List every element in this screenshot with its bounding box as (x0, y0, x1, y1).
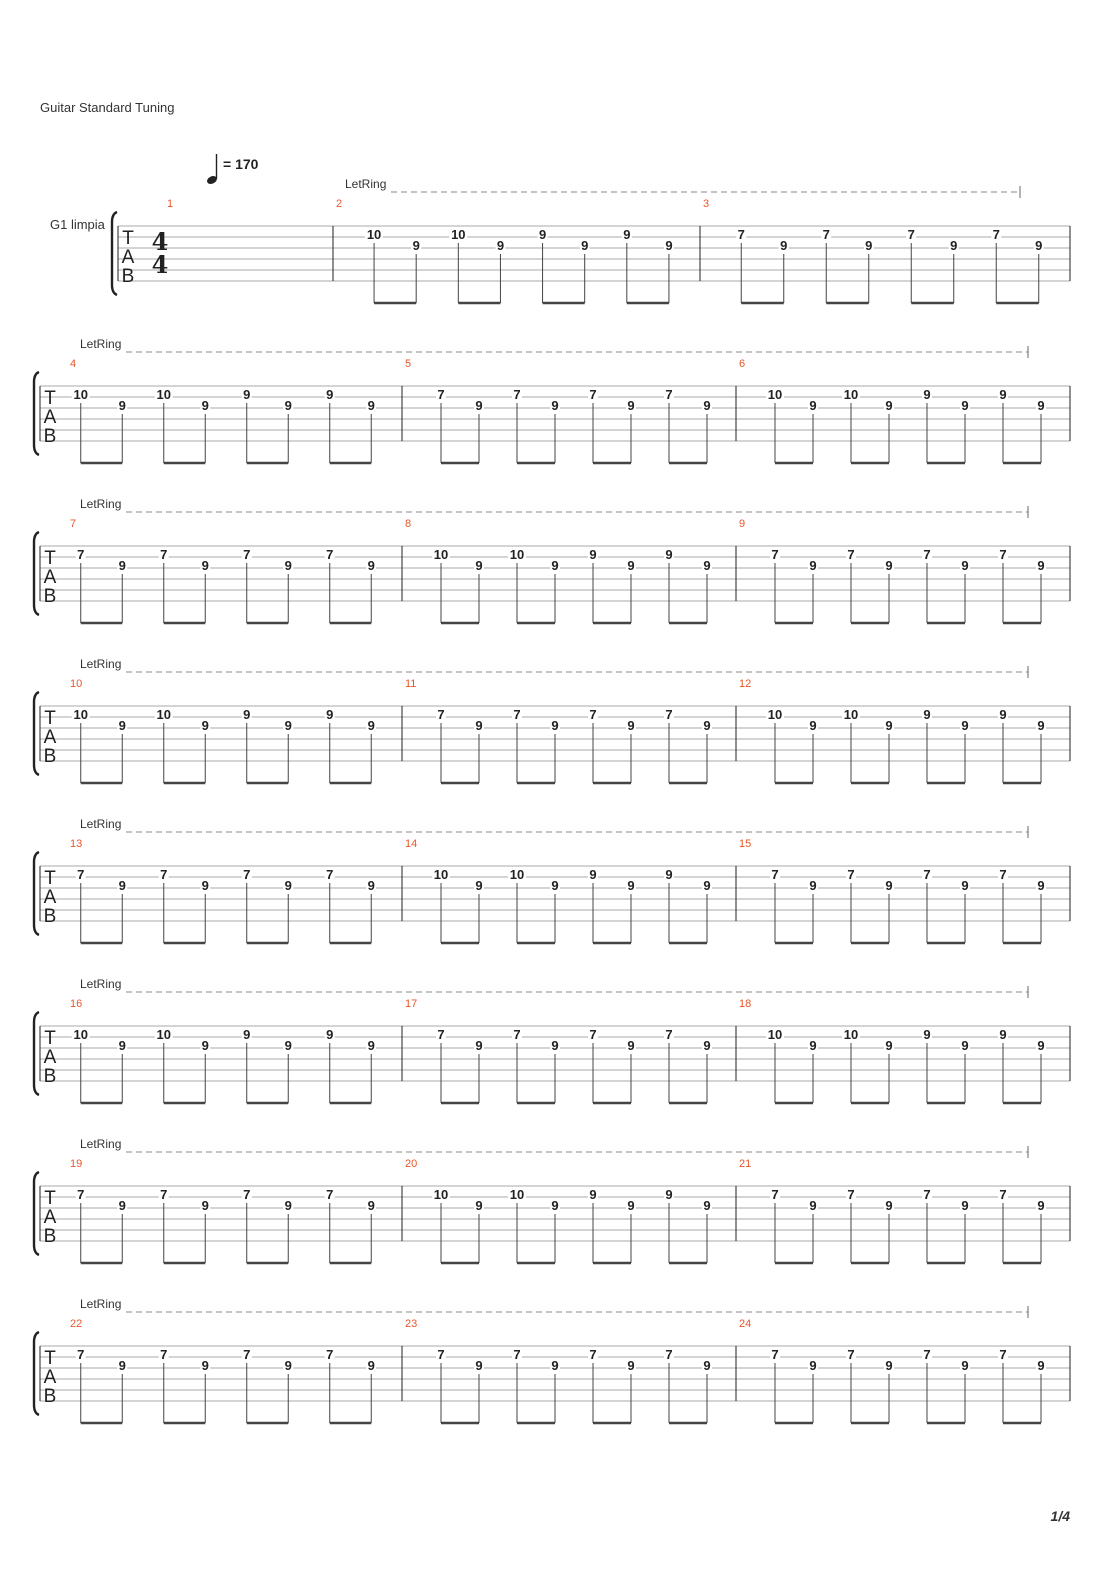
fret-number: 9 (703, 718, 711, 733)
fret-number: 10 (73, 387, 88, 402)
fret-number: 9 (551, 398, 559, 413)
let-ring-label: LetRing (80, 977, 122, 991)
tab-clef-letter: B (43, 1066, 57, 1087)
fret-number: 7 (243, 867, 251, 882)
tuning-label: Guitar Standard Tuning (40, 100, 175, 115)
fret-number: 9 (961, 878, 969, 893)
fret-number: 9 (284, 1358, 292, 1373)
fret-number: 9 (1037, 878, 1045, 893)
fret-number: 9 (923, 1027, 931, 1042)
time-signature-digit: 4 (151, 227, 169, 256)
fret-number: 7 (513, 387, 521, 402)
fret-number: 9 (961, 1358, 969, 1373)
tab-clef-letter: B (43, 1386, 57, 1407)
fret-number: 10 (156, 1027, 171, 1042)
bar-number: 15 (739, 838, 752, 850)
fret-number: 9 (284, 718, 292, 733)
tab-system (0, 1130, 1110, 1290)
fret-number: 9 (551, 1358, 559, 1373)
fret-number: 7 (923, 1187, 931, 1202)
tab-system (0, 970, 1110, 1130)
tab-system-svg (0, 650, 1110, 810)
fret-number: 9 (961, 1198, 969, 1213)
fret-number: 9 (865, 238, 873, 253)
fret-number: 9 (961, 398, 969, 413)
system-bracket (34, 852, 39, 935)
fret-number: 9 (1037, 1198, 1045, 1213)
fret-number: 9 (118, 1038, 126, 1053)
fret-number: 7 (77, 1187, 85, 1202)
fret-number: 10 (156, 707, 171, 722)
fret-number: 10 (433, 867, 449, 882)
fret-number: 9 (367, 1358, 375, 1373)
fret-number: 10 (843, 1027, 859, 1042)
fret-number: 7 (513, 707, 521, 722)
tab-clef-letter: T (44, 708, 56, 729)
fret-number: 7 (326, 867, 334, 882)
tab-clef-letter: B (43, 746, 57, 767)
tab-system (0, 170, 1110, 330)
fret-number: 7 (771, 547, 779, 562)
fret-number: 9 (326, 1027, 334, 1042)
fret-number: 9 (475, 1198, 483, 1213)
fret-number: 9 (551, 718, 559, 733)
fret-number: 10 (366, 227, 382, 242)
fret-number: 9 (118, 878, 126, 893)
fret-number: 9 (367, 398, 375, 413)
fret-number: 9 (703, 878, 711, 893)
fret-number: 10 (767, 1027, 783, 1042)
let-ring-label: LetRing (80, 497, 122, 511)
fret-number: 9 (326, 707, 334, 722)
fret-number: 9 (999, 707, 1007, 722)
fret-number: 7 (437, 707, 445, 722)
fret-number: 7 (847, 867, 855, 882)
fret-number: 9 (412, 238, 420, 253)
fret-number: 9 (201, 558, 209, 573)
bar-number: 23 (405, 1318, 418, 1330)
fret-number: 9 (118, 1198, 126, 1213)
fret-number: 9 (475, 718, 483, 733)
let-ring-label: LetRing (80, 657, 122, 671)
fret-number: 9 (885, 718, 893, 733)
tab-clef-letter: B (43, 906, 57, 927)
tab-clef-letter: B (43, 426, 57, 447)
page-number: 1/4 (1050, 1508, 1070, 1524)
fret-number: 9 (201, 398, 209, 413)
fret-number: 9 (809, 1358, 817, 1373)
fret-number: 9 (627, 1198, 635, 1213)
fret-number: 9 (703, 398, 711, 413)
fret-number: 9 (1035, 238, 1043, 253)
fret-number: 9 (923, 387, 931, 402)
fret-number: 7 (923, 547, 931, 562)
fret-number: 7 (589, 1347, 597, 1362)
fret-number: 9 (961, 1038, 969, 1053)
fret-number: 9 (475, 1358, 483, 1373)
bar-number: 24 (739, 1318, 752, 1330)
tab-clef-letter: T (44, 868, 56, 889)
bar-number: 16 (70, 998, 83, 1010)
system-bracket (112, 212, 117, 295)
fret-number: 9 (589, 1187, 597, 1202)
fret-number: 9 (243, 387, 251, 402)
fret-number: 10 (767, 707, 783, 722)
fret-number: 7 (665, 1347, 673, 1362)
fret-number: 7 (589, 387, 597, 402)
time-signature-digit: 4 (151, 250, 169, 279)
fret-number: 9 (1037, 398, 1045, 413)
fret-number: 9 (665, 867, 673, 882)
fret-number: 9 (809, 718, 817, 733)
fret-number: 9 (118, 1358, 126, 1373)
fret-number: 9 (551, 558, 559, 573)
bar-number: 4 (70, 358, 77, 370)
fret-number: 7 (737, 227, 745, 242)
fret-number: 9 (623, 227, 631, 242)
system-bracket (34, 372, 39, 455)
bar-number: 10 (70, 678, 83, 690)
fret-number: 9 (475, 558, 483, 573)
tab-clef-letter: A (121, 247, 135, 268)
fret-number: 7 (437, 1347, 445, 1362)
bar-number: 12 (739, 678, 752, 690)
fret-number: 7 (437, 1027, 445, 1042)
fret-number: 7 (771, 1187, 779, 1202)
fret-number: 7 (326, 547, 334, 562)
tab-system-svg (0, 170, 1110, 330)
fret-number: 10 (767, 387, 783, 402)
fret-number: 9 (367, 558, 375, 573)
tab-system-svg (0, 1130, 1110, 1290)
bar-number: 11 (405, 678, 417, 690)
fret-number: 9 (999, 387, 1007, 402)
fret-number: 9 (627, 878, 635, 893)
fret-number: 7 (999, 1187, 1007, 1202)
system-bracket (34, 692, 39, 775)
bar-number: 19 (70, 1158, 83, 1170)
fret-number: 7 (160, 547, 168, 562)
fret-number: 7 (326, 1187, 334, 1202)
fret-number: 9 (326, 387, 334, 402)
fret-number: 9 (538, 227, 547, 242)
bar-number: 3 (703, 198, 710, 210)
fret-number: 9 (999, 1027, 1007, 1042)
tab-system-svg (0, 970, 1110, 1130)
fret-number: 9 (284, 558, 292, 573)
tab-clef-letter: A (43, 407, 57, 428)
fret-number: 7 (160, 1347, 168, 1362)
fret-number: 9 (703, 1198, 711, 1213)
fret-number: 9 (809, 398, 817, 413)
bar-number: 1 (166, 198, 174, 210)
fret-number: 9 (885, 878, 893, 893)
let-ring-label: LetRing (80, 1137, 122, 1151)
fret-number: 9 (367, 1198, 375, 1213)
fret-number: 9 (551, 878, 559, 893)
fret-number: 9 (950, 238, 958, 253)
system-bracket (34, 532, 39, 615)
fret-number: 9 (703, 1038, 711, 1053)
tab-system (0, 490, 1110, 650)
fret-number: 10 (433, 547, 449, 562)
fret-number: 9 (367, 718, 375, 733)
fret-number: 9 (627, 1038, 635, 1053)
fret-number: 9 (201, 1198, 209, 1213)
tab-clef-letter: T (44, 1028, 56, 1049)
fret-number: 9 (201, 878, 209, 893)
tempo-value: = 170 (223, 156, 259, 172)
fret-number: 7 (847, 1347, 855, 1362)
fret-number: 9 (627, 718, 635, 733)
tab-clef-letter: T (44, 548, 56, 569)
fret-number: 7 (992, 227, 1000, 242)
fret-number: 9 (201, 718, 209, 733)
tab-clef-letter: A (43, 567, 57, 588)
fret-number: 9 (627, 398, 635, 413)
tab-clef-letter: A (43, 887, 57, 908)
fret-number: 9 (780, 238, 788, 253)
fret-number: 9 (961, 718, 969, 733)
fret-number: 7 (999, 867, 1007, 882)
bar-number: 9 (739, 518, 746, 530)
fret-number: 9 (961, 558, 969, 573)
fret-number: 9 (284, 398, 292, 413)
tab-system-svg (0, 330, 1110, 490)
fret-number: 10 (451, 227, 466, 242)
tab-system-svg (0, 810, 1110, 970)
fret-number: 9 (627, 1358, 635, 1373)
fret-number: 9 (284, 1198, 292, 1213)
fret-number: 9 (475, 1038, 483, 1053)
fret-number: 7 (589, 1027, 597, 1042)
fret-number: 9 (496, 238, 505, 253)
fret-number: 9 (885, 1038, 893, 1053)
fret-number: 7 (243, 547, 251, 562)
fret-number: 7 (243, 1347, 251, 1362)
bar-number: 6 (739, 358, 746, 370)
fret-number: 9 (284, 878, 292, 893)
fret-number: 7 (326, 1347, 334, 1362)
fret-number: 9 (885, 1358, 893, 1373)
fret-number: 10 (73, 707, 88, 722)
fret-number: 9 (665, 238, 673, 253)
fret-number: 9 (1037, 1038, 1045, 1053)
fret-number: 9 (201, 1358, 209, 1373)
track-name: G1 limpia (50, 217, 105, 232)
fret-number: 10 (73, 1027, 88, 1042)
tab-clef-letter: B (43, 1226, 57, 1247)
fret-number: 7 (999, 547, 1007, 562)
fret-number: 9 (243, 707, 251, 722)
tab-clef-letter: T (44, 1348, 56, 1369)
let-ring-label: LetRing (80, 817, 122, 831)
bar-number: 14 (405, 838, 418, 850)
fret-number: 9 (118, 718, 126, 733)
fret-number: 7 (77, 547, 85, 562)
fret-number: 9 (809, 1038, 817, 1053)
fret-number: 9 (809, 878, 817, 893)
tab-clef-letter: T (122, 228, 134, 249)
fret-number: 7 (665, 707, 673, 722)
tab-system-svg (0, 1290, 1110, 1450)
fret-number: 9 (243, 1027, 251, 1042)
fret-number: 9 (551, 1038, 559, 1053)
fret-number: 7 (822, 227, 830, 242)
fret-number: 9 (1037, 718, 1045, 733)
fret-number: 7 (513, 1027, 521, 1042)
fret-number: 7 (999, 1347, 1007, 1362)
let-ring-label: LetRing (345, 177, 387, 191)
fret-number: 9 (665, 1187, 673, 1202)
fret-number: 7 (847, 547, 855, 562)
fret-number: 9 (475, 398, 483, 413)
fret-number: 9 (923, 707, 931, 722)
tab-system (0, 810, 1110, 970)
fret-number: 9 (589, 547, 597, 562)
fret-number: 9 (809, 558, 817, 573)
bar-number: 5 (405, 358, 412, 370)
tab-system (0, 330, 1110, 490)
fret-number: 10 (509, 547, 525, 562)
tab-clef-letter: B (43, 586, 57, 607)
fret-number: 9 (665, 547, 673, 562)
bar-number: 2 (336, 198, 343, 210)
fret-number: 7 (847, 1187, 855, 1202)
fret-number: 9 (703, 1358, 711, 1373)
fret-number: 7 (665, 1027, 673, 1042)
fret-number: 9 (703, 558, 711, 573)
fret-number: 7 (77, 867, 85, 882)
fret-number: 7 (923, 867, 931, 882)
fret-number: 9 (1037, 1358, 1045, 1373)
fret-number: 9 (118, 558, 126, 573)
fret-number: 7 (437, 387, 445, 402)
fret-number: 7 (513, 1347, 521, 1362)
tab-clef-letter: T (44, 1188, 56, 1209)
fret-number: 9 (118, 398, 126, 413)
fret-number: 9 (367, 1038, 375, 1053)
tab-system (0, 650, 1110, 810)
system-bracket (34, 1172, 39, 1255)
bar-number: 17 (405, 998, 418, 1010)
fret-number: 10 (843, 387, 859, 402)
system-bracket (34, 1332, 39, 1415)
bar-number: 8 (405, 518, 412, 530)
fret-number: 7 (907, 227, 915, 242)
fret-number: 7 (160, 867, 168, 882)
fret-number: 7 (771, 1347, 779, 1362)
bar-number: 13 (70, 838, 83, 850)
bar-number: 18 (739, 998, 752, 1010)
fret-number: 9 (581, 238, 589, 253)
tab-clef-letter: B (121, 266, 135, 287)
fret-number: 10 (156, 387, 171, 402)
tab-system-svg (0, 490, 1110, 650)
fret-number: 10 (843, 707, 859, 722)
fret-number: 9 (551, 1198, 559, 1213)
fret-number: 7 (589, 707, 597, 722)
fret-number: 10 (509, 867, 525, 882)
bar-number: 22 (70, 1318, 83, 1330)
tab-clef-letter: A (43, 1207, 57, 1228)
fret-number: 7 (77, 1347, 85, 1362)
fret-number: 7 (923, 1347, 931, 1362)
fret-number: 9 (367, 878, 375, 893)
fret-number: 7 (665, 387, 673, 402)
fret-number: 9 (885, 558, 893, 573)
fret-number: 7 (771, 867, 779, 882)
fret-number: 10 (433, 1187, 449, 1202)
tab-clef-letter: A (43, 727, 57, 748)
system-bracket (34, 1012, 39, 1095)
tab-clef-letter: A (43, 1367, 57, 1388)
fret-number: 9 (809, 1198, 817, 1213)
tab-clef-letter: T (44, 388, 56, 409)
fret-number: 9 (885, 398, 893, 413)
let-ring-label: LetRing (80, 337, 122, 351)
tab-clef-letter: A (43, 1047, 57, 1068)
fret-number: 9 (885, 1198, 893, 1213)
fret-number: 9 (1037, 558, 1045, 573)
fret-number: 7 (160, 1187, 168, 1202)
fret-number: 9 (627, 558, 635, 573)
bar-number: 7 (70, 518, 77, 530)
fret-number: 9 (475, 878, 483, 893)
tab-system (0, 1290, 1110, 1450)
fret-number: 9 (589, 867, 597, 882)
fret-number: 10 (509, 1187, 525, 1202)
bar-number: 20 (405, 1158, 418, 1170)
fret-number: 9 (284, 1038, 292, 1053)
fret-number: 9 (201, 1038, 209, 1053)
bar-number: 21 (739, 1158, 752, 1170)
fret-number: 7 (243, 1187, 251, 1202)
let-ring-label: LetRing (80, 1297, 122, 1311)
